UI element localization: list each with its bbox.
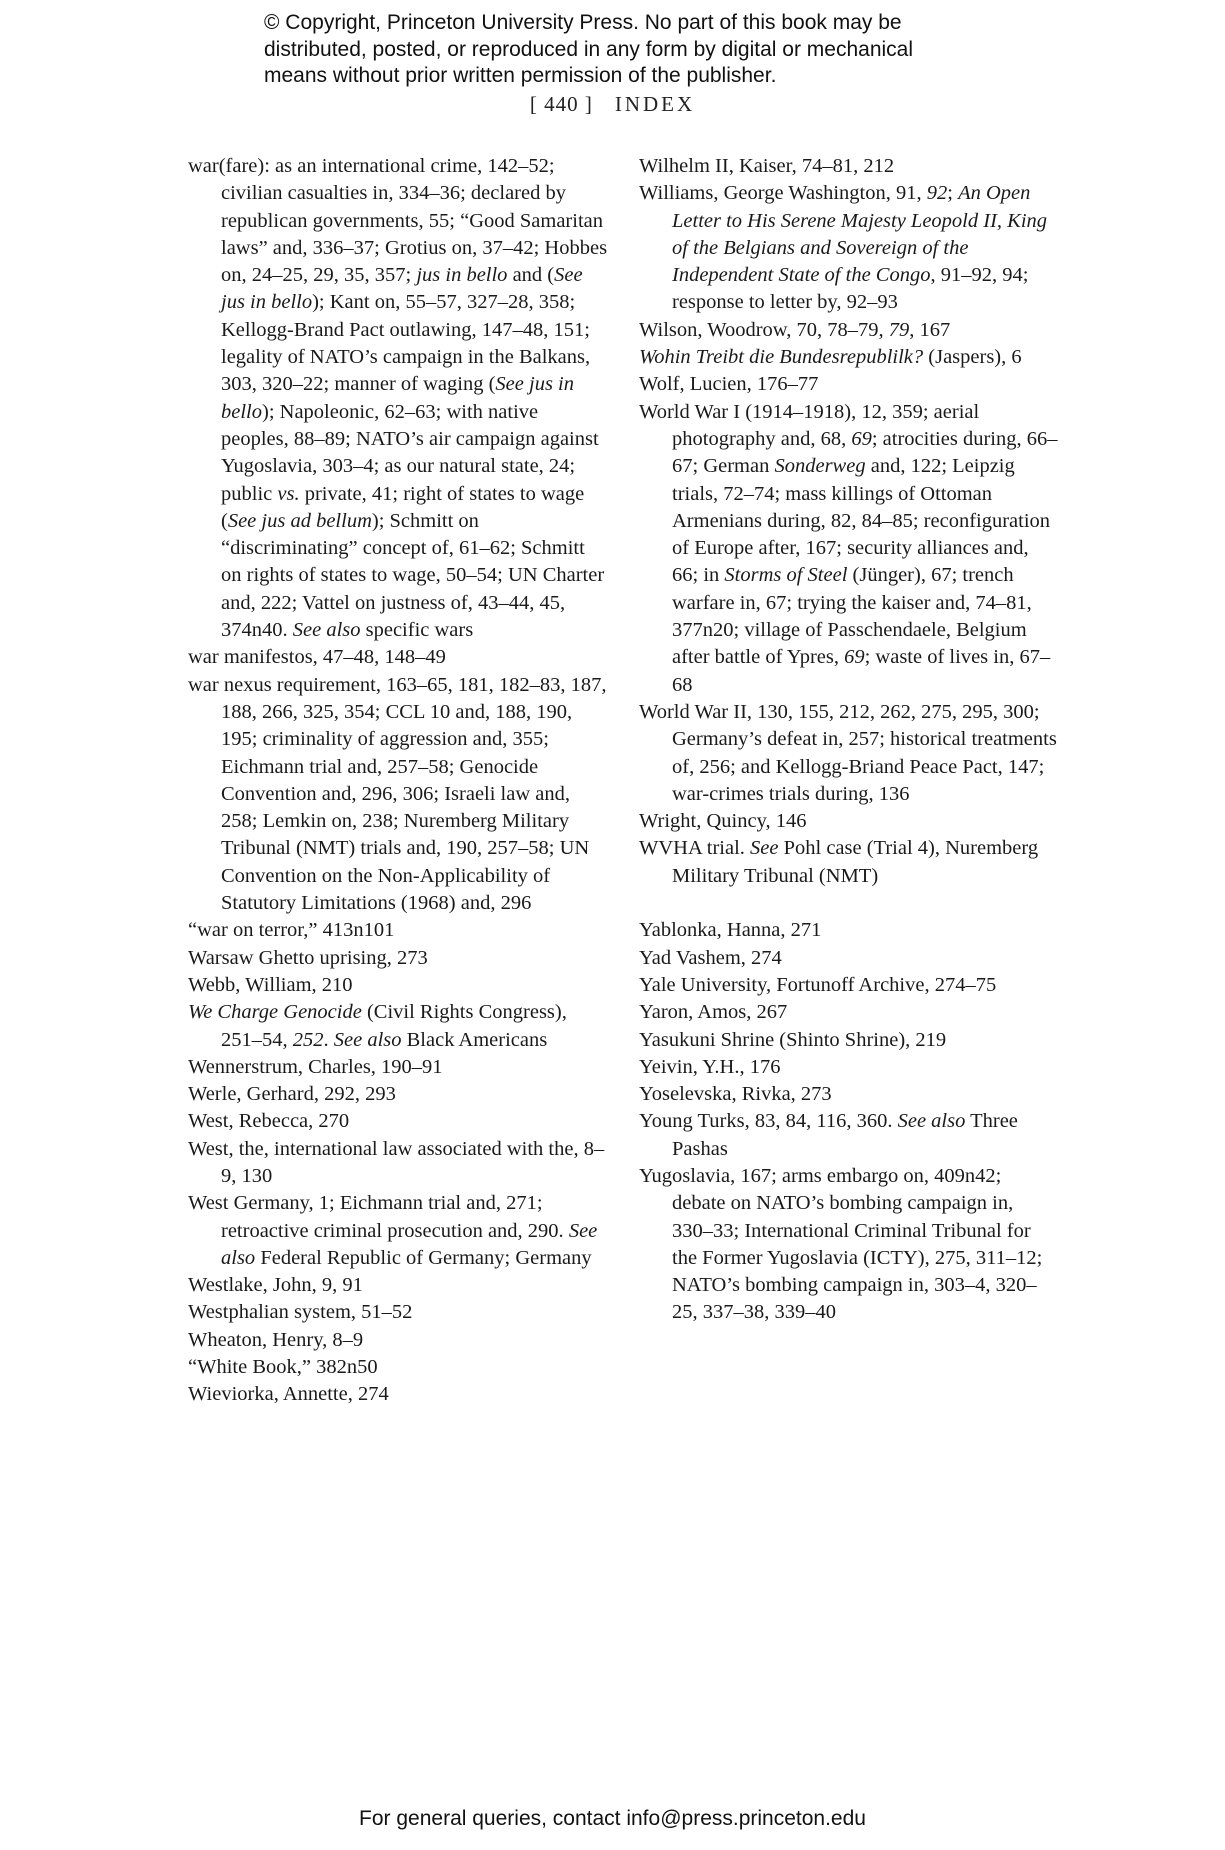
- index-entry: Yugoslavia, 167; arms embargo on, 409n42; debate on NATO’s bombing campaign in, 330–33; International Criminal Tribunal for the Former Yugoslavia (ICTY), 275, 311–12; NATO’s bombing campaign in, 303–4, 320–25, 337–38, 339–40: [639, 1164, 1043, 1324]
- index-entry: World War I (1914–1918), 12, 359; aerial photography and, 68, 69; atrocities during, 66–67; German Sonderweg and, 122; Leipzig trials, 72–74; mass killings of Ottoman Armenians during, 82, 84–85; reconfiguration of Europe after, 167; security alliances and, 66; in Storms of Steel (Jünger), 67; trench warfare in, 67; trying the kaiser and, 74–81, 377n20; village of Passchendaele, Belgium after battle of Ypres, 69; waste of lives in, 67–68: [639, 400, 1058, 696]
- index-entry: Wilhelm II, Kaiser, 74–81, 212: [639, 155, 895, 177]
- index-entry: WVHA trial. See Pohl case (Trial 4), Nuremberg Military Tribunal (NMT): [639, 837, 1039, 887]
- index-entry: Yale University, Fortunoff Archive, 274–75: [639, 973, 997, 996]
- index-entry: Webb, William, 210: [188, 973, 353, 996]
- index-entry: Wolf, Lucien, 176–77: [639, 373, 819, 396]
- index-entry: Yad Vashem, 274: [639, 946, 782, 969]
- index-entry: “White Book,” 382n50: [188, 1356, 378, 1379]
- index-entry: Westphalian system, 51–52: [188, 1301, 413, 1324]
- index-entry: Werle, Gerhard, 292, 293: [188, 1083, 396, 1106]
- index-entry: Westlake, John, 9, 91: [188, 1274, 363, 1297]
- index-entry: Young Turks, 83, 84, 116, 360. See also Three Pashas: [639, 1110, 1018, 1160]
- copyright-line: © Copyright, Princeton University Press. No part of this book may be: [264, 11, 902, 34]
- index-entry: war manifestos, 47–48, 148–49: [188, 646, 446, 669]
- index-column-right: [639, 153, 1059, 1327]
- index-entry: war nexus requirement, 163–65, 181, 182–83, 187, 188, 266, 325, 354; CCL 10 and, 188, 190, 195; criminality of aggression and, 355; Eichmann trial and, 257–58; Genocide Convention and, 296, 306; Israeli law and, 258; Lemkin on, 238; Nuremberg Military Tribunal (NMT) trials and, 190, 257–58; UN Convention on the Non-Applicability of Statutory Limitations (1968) and, 296: [188, 673, 607, 915]
- index-entry: Warsaw Ghetto uprising, 273: [188, 946, 428, 969]
- index-entry: Wohin Treibt die Bundesrepublilk? (Jaspers), 6: [639, 346, 1022, 369]
- index-entry: We Charge Genocide (Civil Rights Congress), 251–54, 252. See also Black Americans: [188, 1001, 567, 1051]
- section-title: INDEX: [614, 92, 696, 116]
- index-entry: World War II, 130, 155, 212, 262, 275, 295, 300; Germany’s defeat in, 257; historical treatments of, 256; and Kellogg-Briand Peace Pact, 147; war-crimes trials during, 136: [639, 700, 1057, 805]
- index-entry: “war on terror,” 413n101: [188, 919, 395, 942]
- index-entry: war(fare): as an international crime, 142–52; civilian casualties in, 334–36; declared by republican governments, 55; “Good Samaritan laws” and, 336–37; Grotius on, 37–42; Hobbes on, 24–25, 29, 35, 357; jus in bello and (See jus in bello); Kant on, 55–57, 327–28, 358; Kellogg-Brand Pact outlawing, 147–48, 151; legality of NATO’s campaign in the Balkans, 303, 320–22; manner of waging (See jus in bello); Napoleonic, 62–63; with native peoples, 88–89; NATO’s air campaign against Yugoslavia, 303–4; as our natural state, 24; public vs. private, 41; right of states to wage (See jus ad bellum); Schmitt on “discriminating” concept of, 61–62; Schmitt on rights of states to wage, 50–54; UN Charter and, 222; Vattel on justness of, 43–44, 45, 374n40. See also specific wars: [188, 155, 608, 642]
- index-entry: Yaron, Amos, 267: [639, 1001, 788, 1024]
- index-entry: Wieviorka, Annette, 274: [188, 1383, 389, 1406]
- index-entry: Yasukuni Shrine (Shinto Shrine), 219: [639, 1028, 947, 1051]
- footer-contact: For general queries, contact info@press.princeton.edu: [359, 1807, 866, 1830]
- index-entry: Yeivin, Y.H., 176: [639, 1055, 781, 1078]
- letter-gap: [639, 890, 1059, 917]
- index-entry: West Germany, 1; Eichmann trial and, 271; retroactive criminal prosecution and, 290. See also Federal Republic of Germany; Germany: [188, 1192, 598, 1269]
- index-entry: Wright, Quincy, 146: [639, 810, 807, 833]
- index-entry: Wilson, Woodrow, 70, 78–79, 79, 167: [639, 318, 951, 341]
- index-entry: West, Rebecca, 270: [188, 1110, 350, 1133]
- copyright-line: distributed, posted, or reproduced in any form by digital or mechanical: [264, 37, 914, 61]
- page-number: [ 440 ]: [529, 92, 593, 116]
- running-head: [0, 92, 1225, 117]
- index-entry: Wennerstrum, Charles, 190–91: [188, 1055, 443, 1078]
- copyright-notice: [264, 10, 1064, 90]
- index-entry: West, the, international law associated with the, 8–9, 130: [188, 1137, 605, 1187]
- index-entry: Yablonka, Hanna, 271: [639, 919, 822, 942]
- index-column-left: [188, 153, 608, 1409]
- index-entry: Williams, George Washington, 91, 92; An Open Letter to His Serene Majesty Leopold II, King of the Belgians and Sovereign of the Independent State of the Congo, 91–92, 94; response to letter by, 92–93: [639, 182, 1048, 314]
- index-entry: Wheaton, Henry, 8–9: [188, 1328, 364, 1351]
- copyright-line: means without prior written permission of the publisher.: [264, 64, 777, 87]
- index-entry: Yoselevska, Rivka, 273: [639, 1083, 832, 1106]
